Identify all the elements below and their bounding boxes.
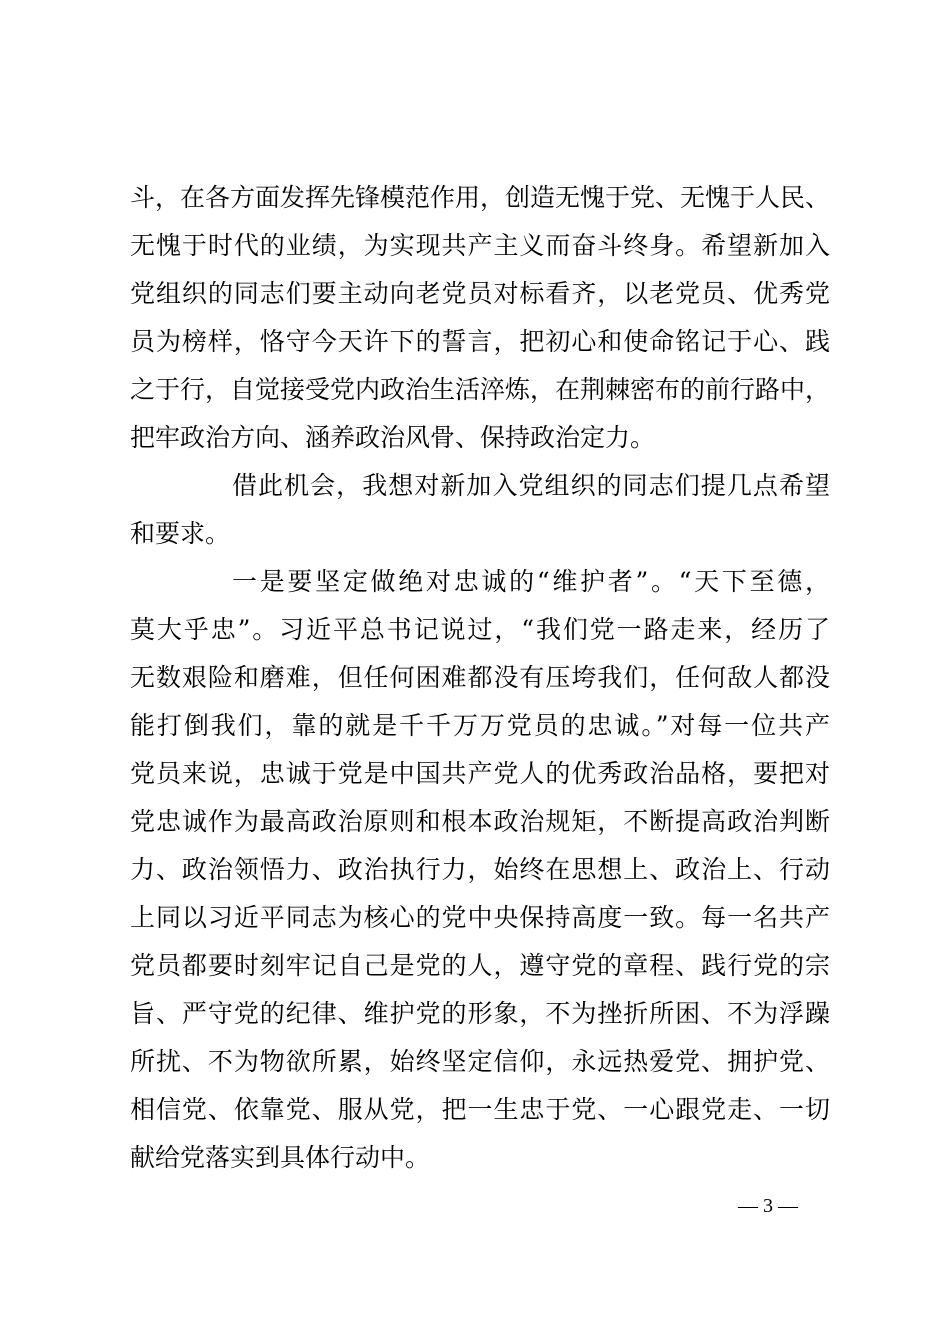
paragraph-1-line-2: 无愧于时代的业绩，为实现共产主义而奋斗终身。希望新加入 xyxy=(130,231,830,260)
paragraph-3-line-11: 所扰、不为物欲所累，始终坚定信仰，永远热爱党、拥护党、 xyxy=(130,1047,830,1076)
paragraph-2-line-2: 和要求。 xyxy=(130,519,231,548)
paragraph-1-line-4: 员为榜样，恪守今天许下的誓言，把初心和使命铭记于心、践 xyxy=(130,327,830,356)
paragraph-3-line-10: 旨、严守党的纪律、维护党的形象，不为挫折所困、不为浮躁 xyxy=(130,999,830,1028)
paragraph-3-line-6: 党忠诚作为最高政治原则和根本政治规矩，不断提高政治判断 xyxy=(130,807,830,836)
paragraph-3-line-3: 无数艰险和磨难，但任何困难都没有压垮我们，任何敌人都没 xyxy=(130,663,830,692)
paragraph-3-line-2: 莫大乎忠”。习近平总书记说过，“我们党一路走来，经历了 xyxy=(130,615,830,644)
paragraph-1-line-1: 斗，在各方面发挥先锋模范作用，创造无愧于党、无愧于人民、 xyxy=(130,183,831,212)
paragraph-3-line-7: 力、政治领悟力、政治执行力，始终在思想上、政治上、行动 xyxy=(130,855,830,884)
paragraph-1-line-5: 之于行，自觉接受党内政治生活淬炼，在荆棘密布的前行路中， xyxy=(130,375,831,404)
paragraph-3-line-1: 一是要坚定做绝对忠诚的“维护者”。“天下至德， xyxy=(232,567,830,596)
paragraph-3-line-5: 党员来说，忠诚于党是中国共产党人的优秀政治品格，要把对 xyxy=(130,759,830,788)
paragraph-2-line-1: 借此机会，我想对新加入党组织的同志们提几点希望 xyxy=(232,471,830,500)
paragraph-1-line-6: 把牢政治方向、涵养政治风骨、保持政治定力。 xyxy=(130,423,656,452)
paragraph-3-line-4: 能打倒我们，靠的就是千千万万党员的忠诚。”对每一位共产 xyxy=(130,711,830,740)
paragraph-3-line-13: 献给党落实到具体行动中。 xyxy=(130,1143,431,1172)
paragraph-3-line-8: 上同以习近平同志为核心的党中央保持高度一致。每一名共产 xyxy=(130,903,830,932)
paragraph-3-line-9: 党员都要时刻牢记自己是党的人，遵守党的章程、践行党的宗 xyxy=(130,951,830,980)
paragraph-3-line-12: 相信党、依靠党、服从党，把一生忠于党、一心跟党走、一切 xyxy=(130,1095,830,1124)
paragraph-1-line-3: 党组织的同志们要主动向老党员对标看齐，以老党员、优秀党 xyxy=(130,279,830,308)
page-number: — 3 — xyxy=(738,1195,798,1217)
